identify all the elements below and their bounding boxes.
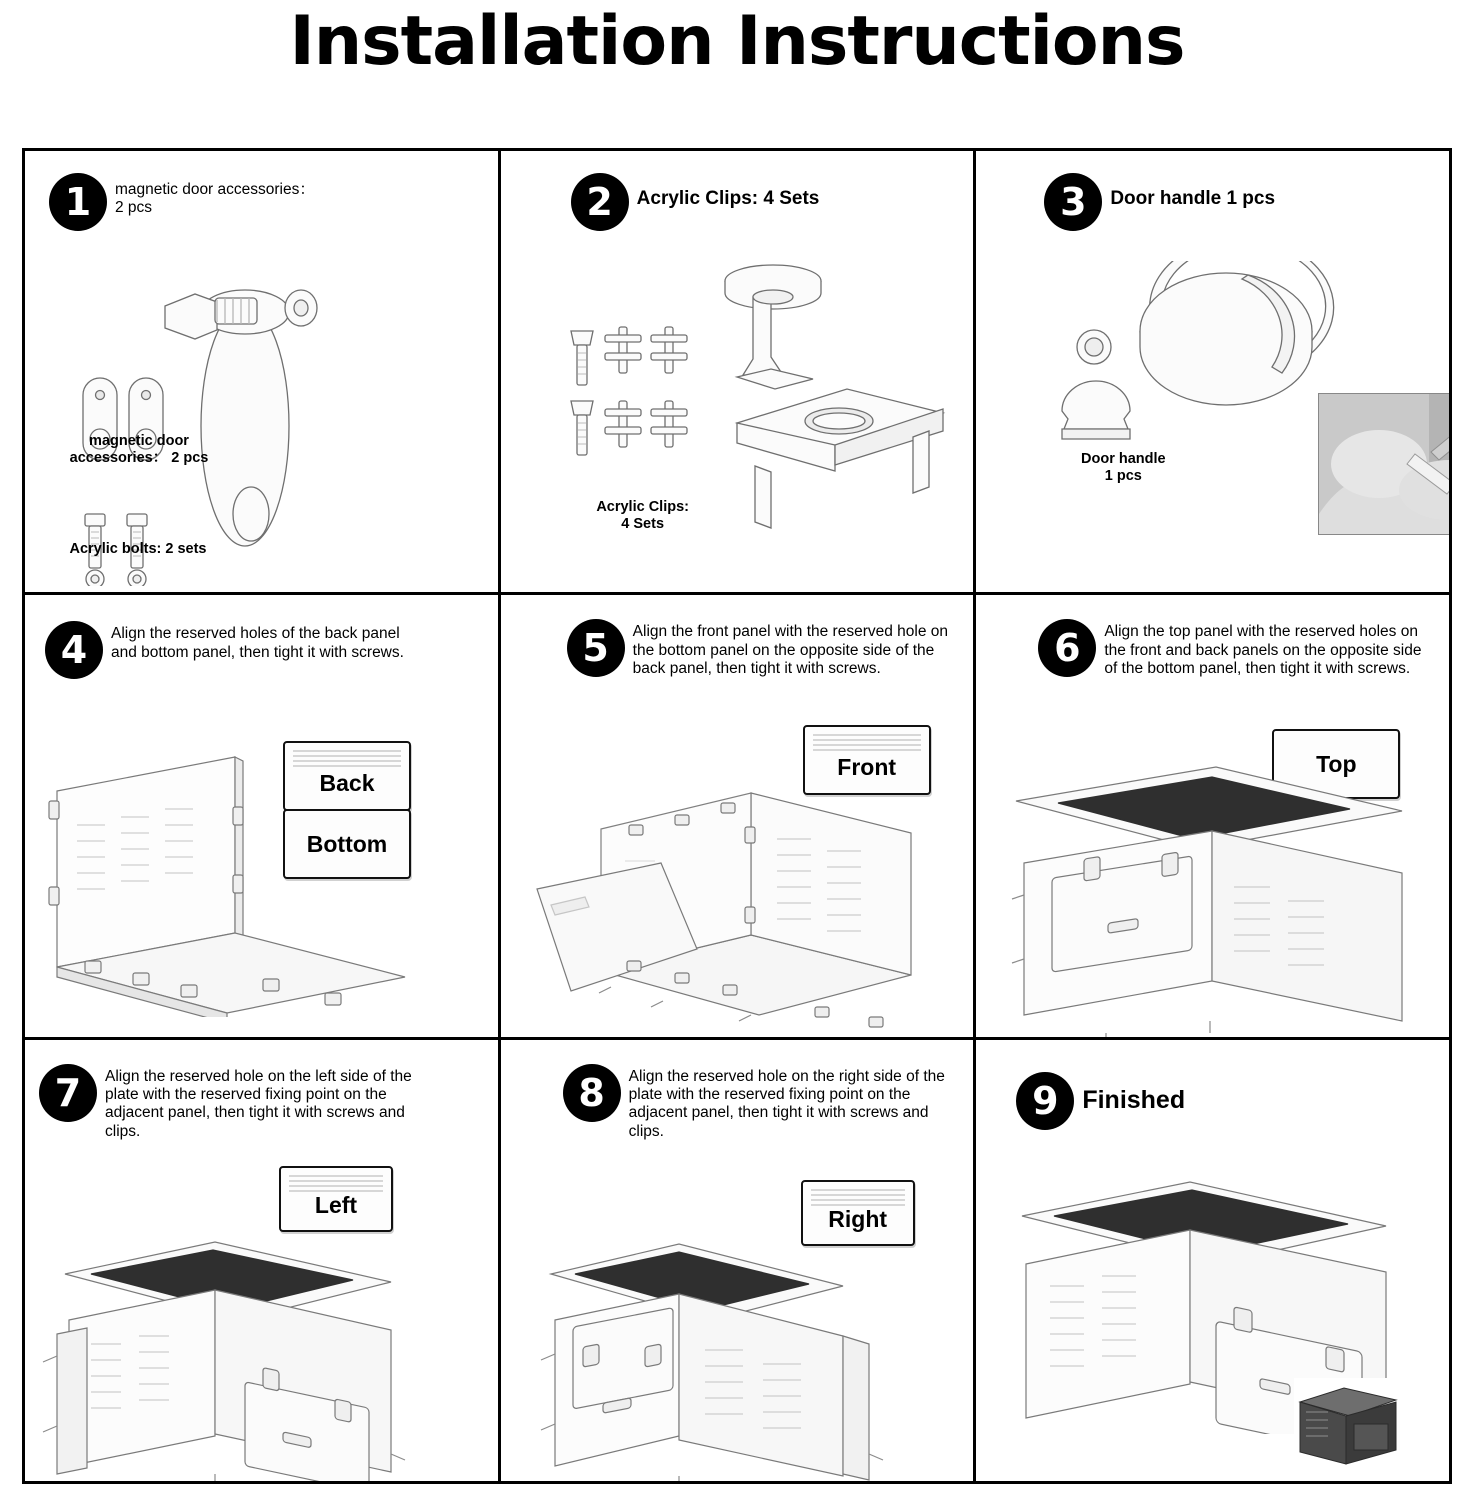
step-7-heading-text: Align the reserved hole on the left side of the plate with the reserved fixing point on the adjacent panel, then tight it with screws and clips. xyxy=(105,1067,412,1140)
step-cell-9 xyxy=(976,1040,1452,1484)
dark-crate-thumbnail-drawing xyxy=(1294,1378,1402,1474)
panel-label-top-text: Top xyxy=(1316,750,1357,777)
panel-label-front-text: Front xyxy=(837,753,897,780)
step-4-header xyxy=(47,623,429,677)
panel-label-left-text: Left xyxy=(314,1192,358,1219)
top-panel-assembly-drawing xyxy=(996,745,1416,1039)
step-cell-8 xyxy=(501,1040,977,1484)
step-2-caption: Acrylic Clips: 4 Sets xyxy=(596,499,689,533)
step-number-badge: 8 xyxy=(565,1066,619,1120)
door-handle-photo xyxy=(1318,393,1452,535)
step-8-header xyxy=(565,1066,947,1141)
step-number-badge: 4 xyxy=(47,623,101,677)
step-cell-2 xyxy=(501,151,977,595)
step-6-header xyxy=(1040,621,1422,678)
front-panel-assembly-drawing xyxy=(515,757,945,1039)
step-cell-7 xyxy=(25,1040,501,1484)
step-number-badge: 5 xyxy=(569,621,623,675)
panel-label-bottom-text: Bottom xyxy=(306,830,388,857)
step-cell-5 xyxy=(501,595,977,1039)
slat-pattern-icon xyxy=(289,1175,383,1197)
step-3-caption: Door handle 1 pcs xyxy=(1081,451,1166,485)
step-4-illustration xyxy=(37,747,427,1017)
step-7-header xyxy=(41,1066,425,1141)
step-9-header xyxy=(1018,1074,1185,1128)
slat-pattern-icon xyxy=(811,1189,905,1211)
step-9-heading-text: Finished xyxy=(1082,1085,1186,1114)
left-panel-assembly-drawing xyxy=(39,1228,439,1484)
finished-product-thumbnail xyxy=(1294,1378,1402,1474)
step-2-header xyxy=(573,175,820,229)
step-5-illustration xyxy=(515,757,945,1039)
step-6-heading-text: Align the top panel with the reserved holes on the front and back panels on the opposite side of the bottom panel, then tight it with screws. xyxy=(1104,623,1422,677)
hand-installing-handle-photo-content xyxy=(1319,394,1452,534)
step-cell-6 xyxy=(976,595,1452,1039)
step-1-header xyxy=(51,175,315,229)
step-3-header xyxy=(1046,175,1275,229)
step-8-heading-text: Align the reserved hole on the right side of the plate with the reserved fixing point on the adjacent panel, then tight it with screws and clips. xyxy=(628,1067,945,1140)
step-2-heading-text: Acrylic Clips: 4 Sets xyxy=(636,188,820,209)
step-7-illustration xyxy=(39,1228,439,1484)
step-cell-4 xyxy=(25,595,501,1039)
panel-label-left xyxy=(279,1166,393,1232)
step-number-badge: 9 xyxy=(1018,1074,1072,1128)
step-number-badge: 2 xyxy=(573,175,627,229)
panel-label-back-text: Back xyxy=(319,769,375,796)
step-number-badge: 1 xyxy=(51,175,105,229)
back-and-bottom-panel-assembly-drawing xyxy=(37,747,427,1017)
step-cell-1 xyxy=(25,151,501,595)
step-5-header xyxy=(569,621,951,678)
step-4-heading-text: Align the reserved holes of the back panel and bottom panel, then tight it with screws. xyxy=(111,625,404,661)
step-cell-3 xyxy=(976,151,1452,595)
magnetic-door-parts-drawing xyxy=(55,256,475,586)
step-number-badge: 7 xyxy=(41,1066,95,1120)
slat-pattern-icon xyxy=(813,734,921,756)
step-5-heading-text: Align the front panel with the reserved hole on the bottom panel on the opposite side of the back panel, then tight it with screws. xyxy=(632,623,949,677)
steps-grid xyxy=(22,148,1452,1484)
step-1-caption-bolts: Acrylic bolts: 2 sets xyxy=(69,541,207,557)
step-number-badge: 6 xyxy=(1040,621,1094,675)
step-1-caption-magnetic: magnetic door accessories： 2 pcs xyxy=(69,433,209,467)
panel-label-right-text: Right xyxy=(828,1206,888,1233)
step-1-heading-text: magnetic door accessories： 2 pcs xyxy=(115,181,315,217)
step-number-badge: 3 xyxy=(1046,175,1100,229)
step-3-heading-text: Door handle 1 pcs xyxy=(1110,188,1276,209)
right-panel-assembly-drawing xyxy=(527,1228,927,1484)
step-8-illustration xyxy=(527,1228,927,1484)
step-6-illustration xyxy=(996,745,1416,1039)
page-title: Installation Instructions xyxy=(289,2,1185,81)
step-1-illustration xyxy=(55,256,475,586)
